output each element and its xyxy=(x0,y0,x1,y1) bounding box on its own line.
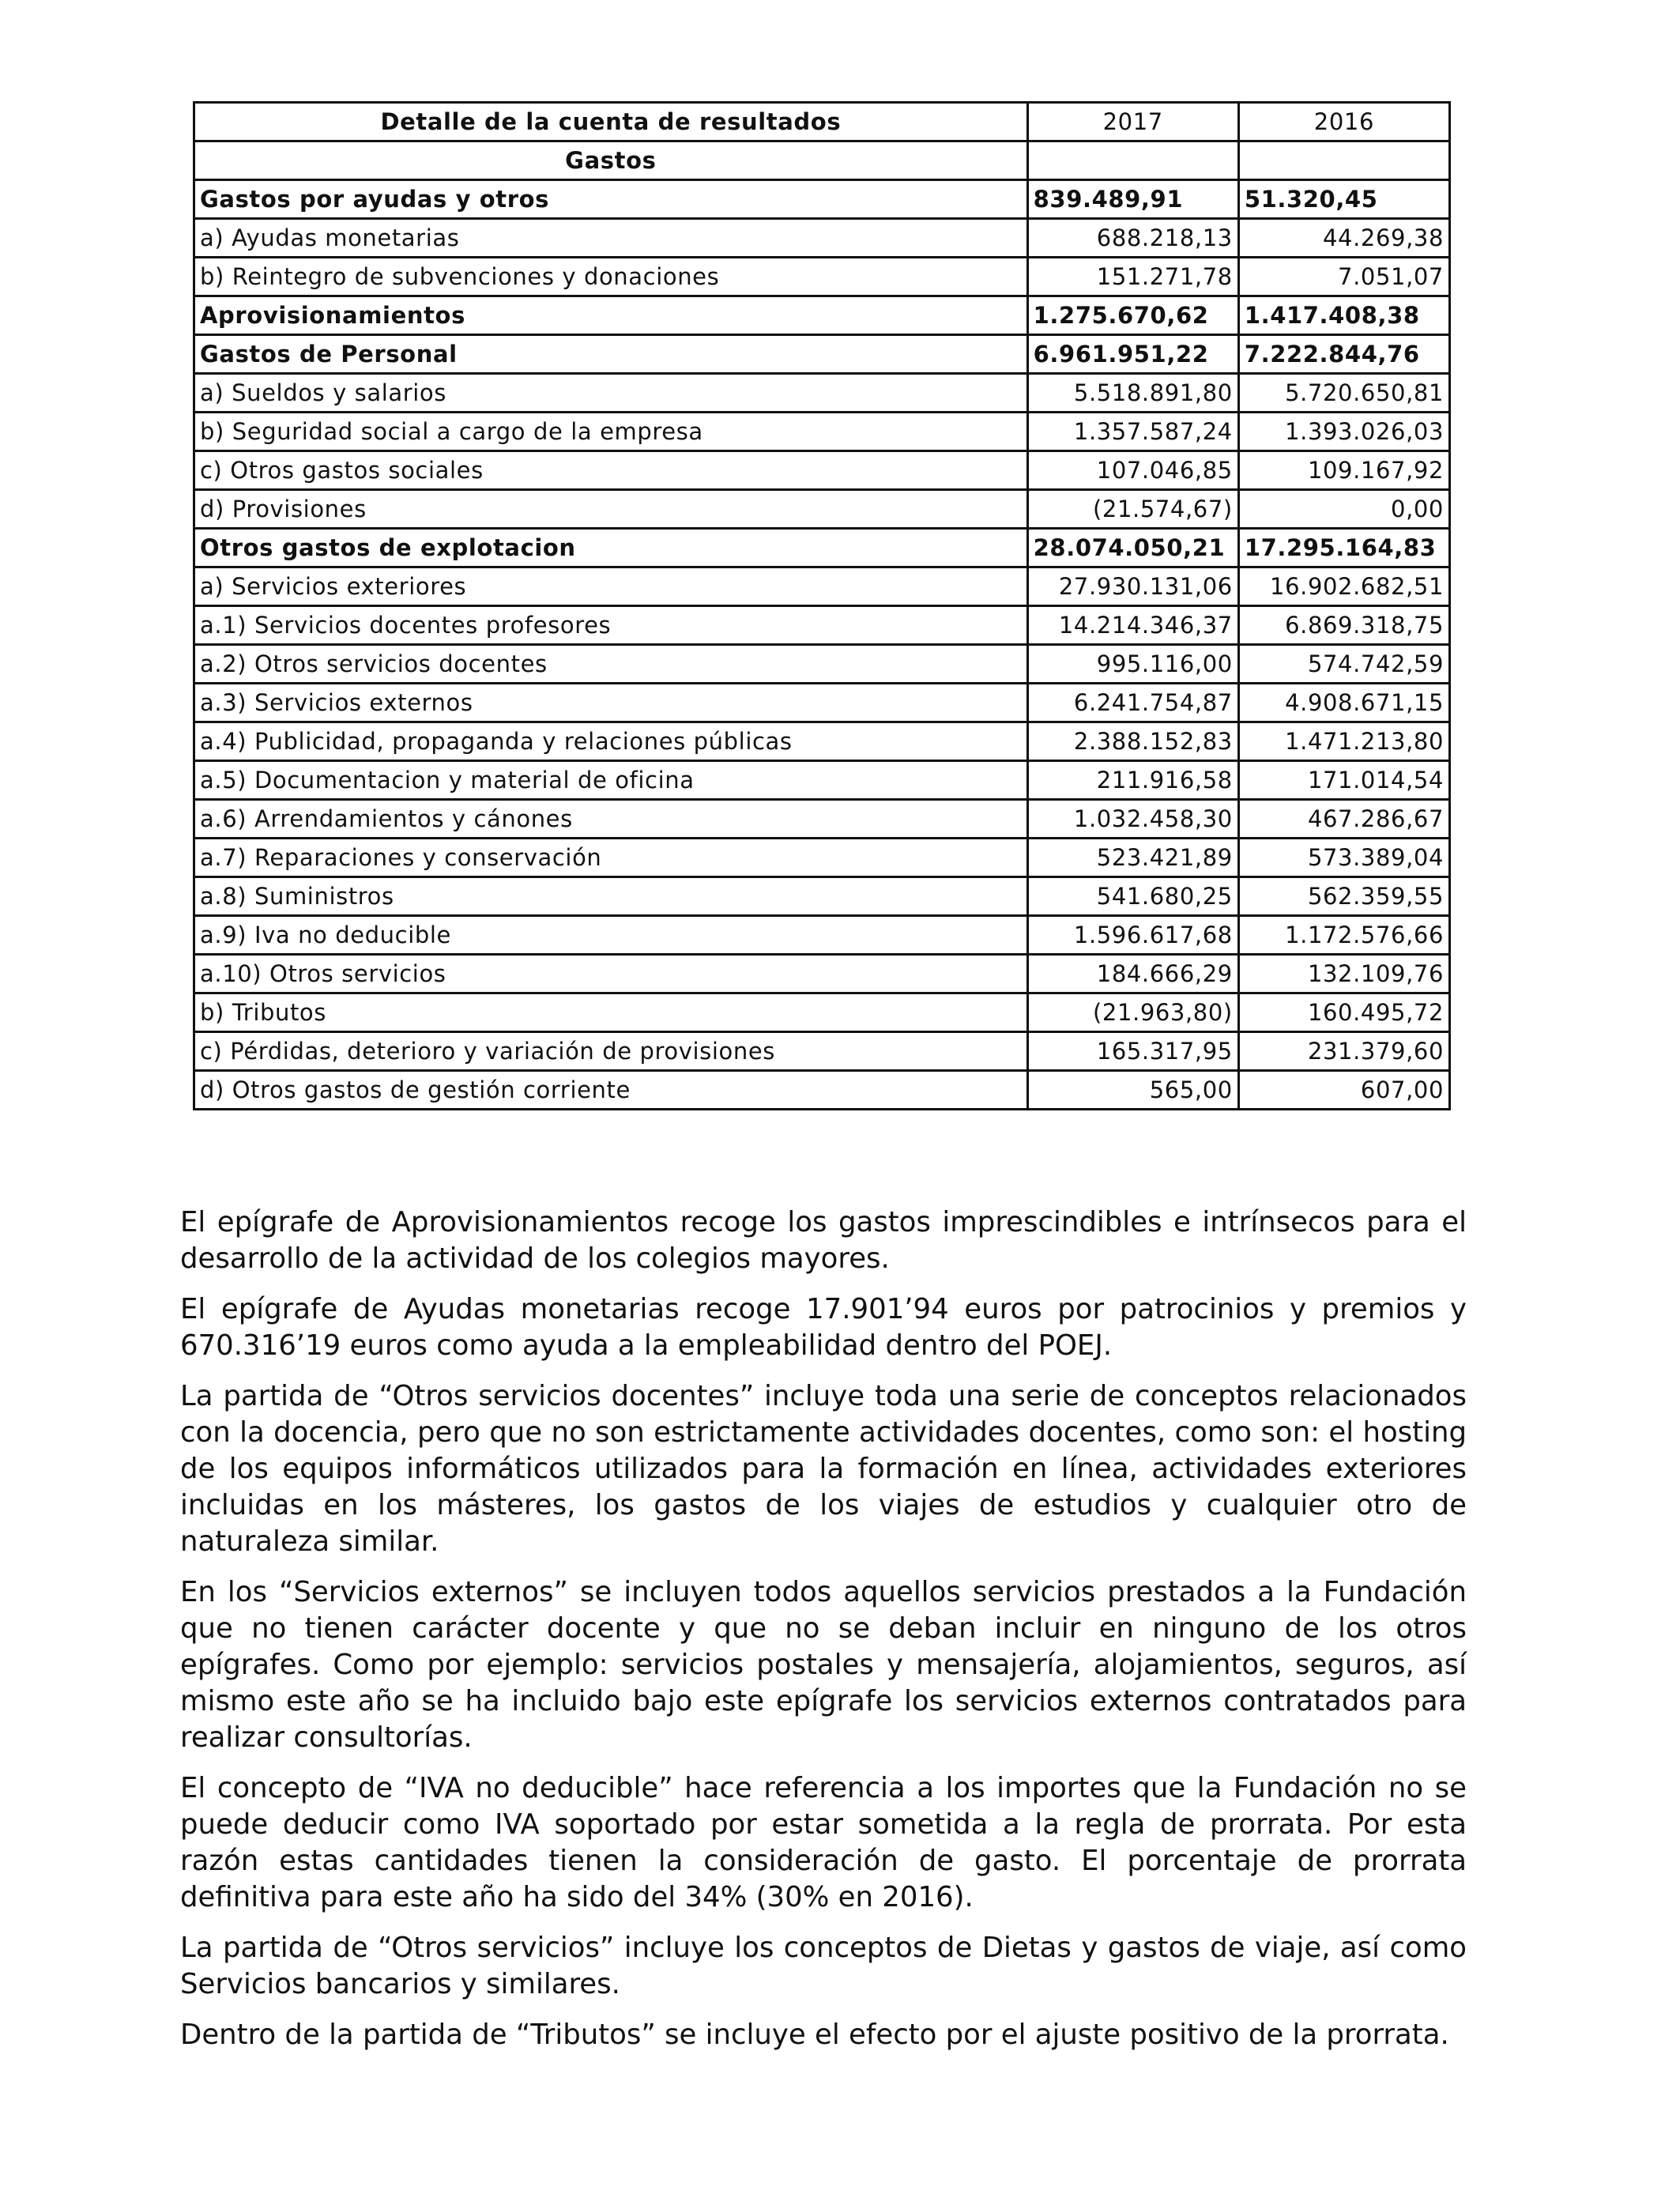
table-subtitle: Gastos xyxy=(194,141,1028,180)
table-row xyxy=(194,955,1450,993)
row-label: Gastos de Personal xyxy=(194,335,1028,374)
row-label: a.6) Arrendamientos y cánones xyxy=(194,800,1028,839)
table-row xyxy=(194,800,1450,839)
value-2017: 28.074.050,21 xyxy=(1027,529,1238,567)
value-2016: 1.393.026,03 xyxy=(1238,413,1449,451)
table-body xyxy=(194,180,1450,1110)
value-2017: 2.388.152,83 xyxy=(1027,722,1238,761)
row-label: a.5) Documentacion y material de oficina xyxy=(194,761,1028,800)
paragraph: La partida de “Otros servicios” incluye los conceptos de Dietas y gastos de viaje, así como Servicios bancarios y similares. xyxy=(180,1932,1467,2000)
value-2016: 44.269,38 xyxy=(1238,219,1449,258)
row-label: d) Otros gastos de gestión corriente xyxy=(194,1071,1028,1110)
row-label: Gastos por ayudas y otros xyxy=(194,180,1028,219)
row-label: b) Reintegro de subvenciones y donaciones xyxy=(194,258,1028,296)
value-2016: 51.320,45 xyxy=(1238,180,1449,219)
value-2016: 607,00 xyxy=(1238,1071,1449,1110)
row-label: a.10) Otros servicios xyxy=(194,955,1028,993)
row-label: c) Pérdidas, deterioro y variación de provisiones xyxy=(194,1032,1028,1071)
value-2017: 565,00 xyxy=(1027,1071,1238,1110)
value-2017: 184.666,29 xyxy=(1027,955,1238,993)
row-label: a.1) Servicios docentes profesores xyxy=(194,606,1028,645)
table-row xyxy=(194,916,1450,955)
paragraph: El epígrafe de Aprovisionamientos recoge los gastos imprescindibles e intrínsecos para el desarrollo de la actividad de los colegios mayores. xyxy=(180,1206,1467,1275)
table-row xyxy=(194,645,1450,684)
paragraph: En los “Servicios externos” se incluyen todos aquellos servicios prestados a la Fundación que no tienen carácter docente y que no se deban incluir en ninguno de los otros epígrafes. Como por ejemplo: servicios postales y mensajería, alojamientos, seguros, así mismo este año se ha incluido bajo este epígrafe los servicios externos contratados para realizar consultorías. xyxy=(180,1576,1467,1754)
value-2017: 151.271,78 xyxy=(1027,258,1238,296)
paragraph: El concepto de “IVA no deducible” hace referencia a los importes que la Fundación no se puede deducir como IVA soportado por estar sometida a la regla de prorrata. Por esta razón estas cantidades tienen la consideración de gasto. El porcentaje de prorrata definitiva para este año ha sido del 34% (30% en 2016). xyxy=(180,1772,1467,1913)
table-row xyxy=(194,413,1450,451)
value-2017: 1.357.587,24 xyxy=(1027,413,1238,451)
value-2017: 541.680,25 xyxy=(1027,877,1238,916)
table-row xyxy=(194,490,1450,529)
value-2016: 7.051,07 xyxy=(1238,258,1449,296)
row-label: a.9) Iva no deducible xyxy=(194,916,1028,955)
value-2016: 5.720.650,81 xyxy=(1238,374,1449,413)
value-2017: 27.930.131,06 xyxy=(1027,567,1238,606)
value-2016: 109.167,92 xyxy=(1238,451,1449,490)
table-row xyxy=(194,451,1450,490)
table-subheader-row xyxy=(194,141,1450,180)
row-label: a.3) Servicios externos xyxy=(194,684,1028,722)
value-2016: 562.359,55 xyxy=(1238,877,1449,916)
row-label: Aprovisionamientos xyxy=(194,296,1028,335)
column-header-2016: 2016 xyxy=(1238,103,1449,141)
value-2016: 574.742,59 xyxy=(1238,645,1449,684)
subheader-empty-cell xyxy=(1027,141,1238,180)
value-2016: 0,00 xyxy=(1238,490,1449,529)
explanatory-notes xyxy=(180,1204,1467,2068)
value-2017: 1.275.670,62 xyxy=(1027,296,1238,335)
table-header-row xyxy=(194,103,1450,141)
column-header-2017: 2017 xyxy=(1027,103,1238,141)
value-2017: 107.046,85 xyxy=(1027,451,1238,490)
value-2017: 6.961.951,22 xyxy=(1027,335,1238,374)
value-2017: 6.241.754,87 xyxy=(1027,684,1238,722)
row-label: a.7) Reparaciones y conservación xyxy=(194,839,1028,877)
value-2017: 995.116,00 xyxy=(1027,645,1238,684)
value-2016: 231.379,60 xyxy=(1238,1032,1449,1071)
table-row xyxy=(194,296,1450,335)
table-row xyxy=(194,993,1450,1032)
expenses-table xyxy=(193,101,1451,1110)
table-row xyxy=(194,219,1450,258)
row-label: d) Provisiones xyxy=(194,490,1028,529)
value-2017: 839.489,91 xyxy=(1027,180,1238,219)
table-row xyxy=(194,258,1450,296)
value-2017: (21.574,67) xyxy=(1027,490,1238,529)
value-2017: 688.218,13 xyxy=(1027,219,1238,258)
value-2016: 132.109,76 xyxy=(1238,955,1449,993)
value-2016: 6.869.318,75 xyxy=(1238,606,1449,645)
table-row xyxy=(194,567,1450,606)
value-2017: 165.317,95 xyxy=(1027,1032,1238,1071)
value-2016: 17.295.164,83 xyxy=(1238,529,1449,567)
table-row xyxy=(194,606,1450,645)
value-2017: 211.916,58 xyxy=(1027,761,1238,800)
value-2017: 14.214.346,37 xyxy=(1027,606,1238,645)
table-row xyxy=(194,529,1450,567)
value-2016: 171.014,54 xyxy=(1238,761,1449,800)
value-2016: 1.471.213,80 xyxy=(1238,722,1449,761)
row-label: b) Seguridad social a cargo de la empresa xyxy=(194,413,1028,451)
row-label: a) Servicios exteriores xyxy=(194,567,1028,606)
value-2017: (21.963,80) xyxy=(1027,993,1238,1032)
table-row xyxy=(194,839,1450,877)
paragraph: El epígrafe de Ayudas monetarias recoge 17.901’94 euros por patrocinios y premios y 670.316’19 euros como ayuda a la empleabilidad dentro del POEJ. xyxy=(180,1293,1467,1362)
table-row xyxy=(194,761,1450,800)
value-2016: 4.908.671,15 xyxy=(1238,684,1449,722)
subheader-empty-cell xyxy=(1238,141,1449,180)
table-title: Detalle de la cuenta de resultados xyxy=(194,103,1028,141)
row-label: a) Ayudas monetarias xyxy=(194,219,1028,258)
table-row xyxy=(194,335,1450,374)
row-label: a.8) Suministros xyxy=(194,877,1028,916)
value-2016: 1.417.408,38 xyxy=(1238,296,1449,335)
paragraph: Dentro de la partida de “Tributos” se incluye el efecto por el ajuste positivo de la prorrata. xyxy=(180,2019,1449,2051)
value-2017: 523.421,89 xyxy=(1027,839,1238,877)
row-label: b) Tributos xyxy=(194,993,1028,1032)
table-row xyxy=(194,684,1450,722)
row-label: a.2) Otros servicios docentes xyxy=(194,645,1028,684)
row-label: a.4) Publicidad, propaganda y relaciones públicas xyxy=(194,722,1028,761)
row-label: c) Otros gastos sociales xyxy=(194,451,1028,490)
value-2017: 1.032.458,30 xyxy=(1027,800,1238,839)
value-2016: 467.286,67 xyxy=(1238,800,1449,839)
value-2016: 573.389,04 xyxy=(1238,839,1449,877)
table-row xyxy=(194,722,1450,761)
table-row xyxy=(194,374,1450,413)
row-label: a) Sueldos y salarios xyxy=(194,374,1028,413)
value-2016: 160.495,72 xyxy=(1238,993,1449,1032)
value-2016: 1.172.576,66 xyxy=(1238,916,1449,955)
value-2017: 1.596.617,68 xyxy=(1027,916,1238,955)
table-row xyxy=(194,1032,1450,1071)
table-row xyxy=(194,877,1450,916)
value-2016: 7.222.844,76 xyxy=(1238,335,1449,374)
value-2016: 16.902.682,51 xyxy=(1238,567,1449,606)
table-row xyxy=(194,180,1450,219)
table-row xyxy=(194,1071,1450,1110)
row-label: Otros gastos de explotacion xyxy=(194,529,1028,567)
paragraph: La partida de “Otros servicios docentes” incluye toda una serie de conceptos relacionados con la docencia, pero que no son estrictamente actividades docentes, como son: el hosting de los equipos informáticos utilizados para la formación en línea, actividades exteriores incluidas en los másteres, los gastos de los viajes de estudios y cualquier otro de naturaleza similar. xyxy=(180,1380,1467,1558)
value-2017: 5.518.891,80 xyxy=(1027,374,1238,413)
